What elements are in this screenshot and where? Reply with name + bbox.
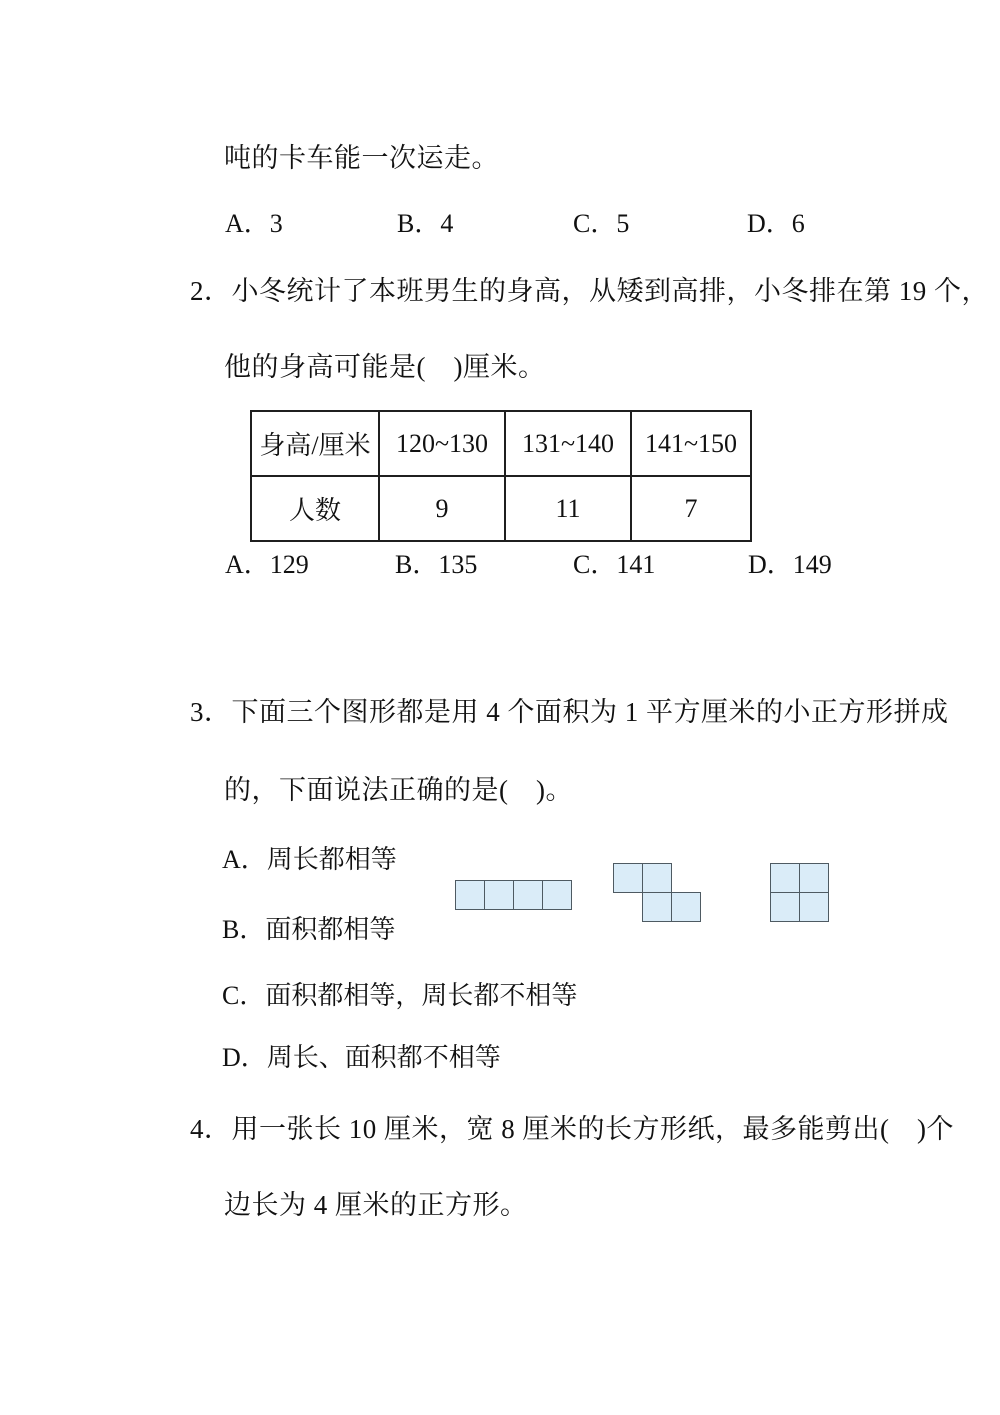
height-statistics-table	[250, 410, 752, 542]
question-2-option-a: A．129	[225, 550, 309, 579]
question-3-option-c: C．面积都相等，周长都不相等	[222, 981, 578, 1010]
unit-square-cell-rectangle-1x4	[542, 880, 572, 910]
unit-square-cell-s-tetromino	[613, 863, 643, 893]
unit-square-cell-s-tetromino	[642, 863, 672, 893]
unit-square-cell-rectangle-1x4	[484, 880, 514, 910]
table-header-row	[251, 411, 751, 476]
question-3-option-d: D．周长、面积都不相等	[222, 1043, 501, 1072]
unit-square-cell-s-tetromino	[671, 892, 701, 922]
question-2-line-1: 2．小冬统计了本班男生的身高，从矮到高排，小冬排在第 19 个，	[190, 276, 989, 306]
unit-square-cell-square-2x2	[770, 892, 800, 922]
table-cell-count-1: 9	[379, 476, 505, 541]
table-cell-range-1: 120~130	[379, 411, 505, 476]
question-2-option-b: B．135	[395, 550, 478, 579]
unit-square-cell-square-2x2	[770, 863, 800, 893]
table-cell-height-label: 身高/厘米	[251, 411, 379, 476]
question-4-line-2: 边长为 4 厘米的正方形。	[224, 1190, 528, 1220]
question-1-option-d: D．6	[747, 209, 805, 238]
question-2-line-2: 他的身高可能是( )厘米。	[224, 352, 546, 382]
question-1-continuation-line: 吨的卡车能一次运走。	[224, 143, 499, 173]
unit-square-cell-square-2x2	[799, 863, 829, 893]
question-3-option-a: A．周长都相等	[222, 845, 397, 874]
unit-square-cell-s-tetromino	[642, 892, 672, 922]
question-4-line-1: 4．用一张长 10 厘米，宽 8 厘米的长方形纸，最多能剪出( )个	[190, 1114, 954, 1144]
question-2-option-c: C．141	[573, 550, 656, 579]
unit-square-cell-rectangle-1x4	[455, 880, 485, 910]
question-1-option-a: A．3	[225, 209, 283, 238]
table-count-row	[251, 476, 751, 541]
table-cell-range-3: 141~150	[631, 411, 751, 476]
table-cell-count-3: 7	[631, 476, 751, 541]
question-2-option-d: D．149	[748, 550, 832, 579]
question-1-option-b: B．4	[397, 209, 454, 238]
question-3-line-2: 的，下面说法正确的是( )。	[224, 775, 573, 805]
unit-square-cell-square-2x2	[799, 892, 829, 922]
question-3-option-b: B．面积都相等	[222, 915, 396, 944]
table-cell-count-label: 人数	[251, 476, 379, 541]
table-cell-range-2: 131~140	[505, 411, 631, 476]
unit-square-cell-rectangle-1x4	[513, 880, 543, 910]
question-3-line-1: 3．下面三个图形都是用 4 个面积为 1 平方厘米的小正方形拼成	[190, 697, 949, 727]
table-cell-count-2: 11	[505, 476, 631, 541]
question-1-option-c: C．5	[573, 209, 630, 238]
